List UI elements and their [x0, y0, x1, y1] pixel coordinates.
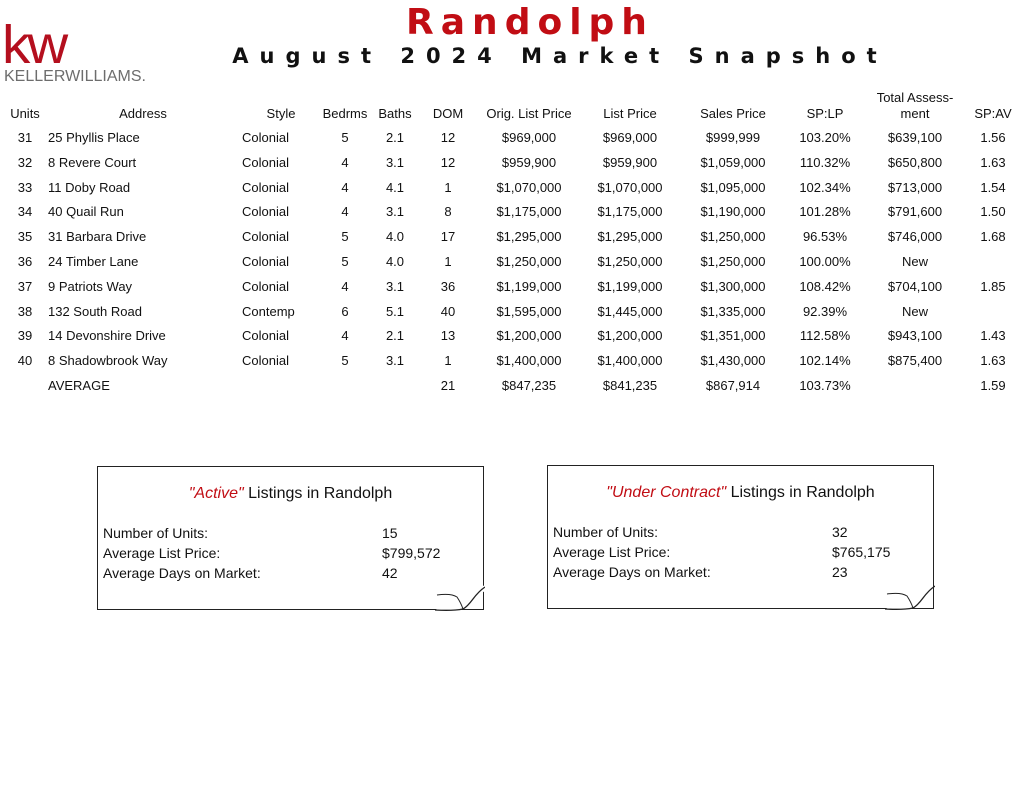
cell-sp-av: 1.63 — [980, 154, 1006, 170]
header-style: Style — [266, 106, 296, 121]
header-bedrms: Bedrms — [322, 106, 368, 121]
header-baths: Baths — [378, 106, 412, 121]
average-orig-list-price: $847,235 — [501, 377, 557, 393]
page-curl-icon — [433, 585, 485, 611]
cell-total-assessment: $791,600 — [887, 204, 943, 220]
cell-sp-lp: 103.20% — [799, 130, 851, 145]
cell-address: 14 Devonshire Drive — [48, 328, 166, 344]
cell-baths: 2.1 — [385, 328, 405, 344]
cell-total-assessment: $639,100 — [887, 130, 943, 145]
cell-baths: 3.1 — [385, 353, 405, 369]
table-row — [0, 126, 1024, 151]
contract-avg-price-value: $765,175 — [832, 544, 891, 560]
cell-orig-list-price: $1,295,000 — [496, 229, 562, 245]
cell-units: 35 — [17, 229, 33, 245]
cell-list-price: $1,070,000 — [597, 179, 663, 195]
cell-sp-av: 1.63 — [980, 353, 1006, 369]
cell-bedrms: 4 — [341, 204, 349, 220]
cell-sales-price: $1,059,000 — [700, 154, 766, 170]
average-sales-price: $867,914 — [705, 377, 761, 393]
cell-units: 39 — [17, 328, 33, 344]
cell-address: 132 South Road — [48, 303, 142, 319]
active-avg-price-label: Average List Price: — [103, 545, 221, 561]
kw-logo-mark: kw — [2, 15, 65, 75]
cell-address: 40 Quail Run — [48, 204, 124, 220]
cell-units: 38 — [17, 303, 33, 319]
header-total-assessment-line2: ment — [900, 106, 930, 121]
cell-units: 40 — [17, 353, 33, 369]
cell-bedrms: 5 — [341, 229, 349, 245]
cell-orig-list-price: $1,199,000 — [496, 278, 562, 294]
cell-address: 25 Phyllis Place — [48, 130, 140, 145]
contract-box-title-rest: Listings in Randolph — [726, 484, 875, 501]
cell-total-assessment: $713,000 — [887, 179, 943, 195]
active-avg-dom-value: 42 — [382, 565, 398, 581]
average-label: AVERAGE — [48, 377, 110, 393]
header-sales-price: Sales Price — [700, 106, 766, 121]
cell-sp-lp: 108.42% — [799, 278, 851, 294]
contract-units-label: Number of Units: — [553, 524, 659, 540]
cell-bedrms: 6 — [341, 303, 349, 319]
header-sp-lp: SP:LP — [806, 106, 844, 121]
average-sp-av: 1.59 — [980, 377, 1006, 393]
cell-sp-lp: 96.53% — [802, 229, 848, 245]
cell-list-price: $1,199,000 — [597, 278, 663, 294]
header-list-price: List Price — [603, 106, 657, 121]
cell-address: 8 Revere Court — [48, 154, 137, 170]
cell-style: Colonial — [242, 253, 289, 269]
table-header — [0, 86, 1024, 126]
table-row — [0, 176, 1024, 201]
cell-sales-price: $1,351,000 — [700, 328, 766, 344]
cell-sp-lp: 112.58% — [799, 328, 851, 344]
table-row-average — [0, 374, 1024, 399]
cell-baths: 5.1 — [385, 303, 405, 319]
table-row — [0, 151, 1024, 176]
cell-style: Colonial — [242, 179, 289, 195]
cell-style: Colonial — [242, 229, 289, 245]
cell-sp-av: 1.56 — [980, 130, 1006, 145]
cell-sp-lp: 92.39% — [802, 303, 848, 319]
cell-baths: 3.1 — [385, 204, 405, 220]
cell-units: 36 — [17, 253, 33, 269]
cell-baths: 3.1 — [385, 278, 405, 294]
cell-orig-list-price: $1,070,000 — [496, 179, 562, 195]
cell-style: Colonial — [242, 278, 289, 294]
cell-orig-list-price: $959,900 — [501, 154, 557, 170]
keller-williams-logo — [2, 15, 152, 88]
cell-total-assessment: New — [901, 253, 928, 269]
cell-sp-lp: 102.14% — [799, 353, 851, 369]
cell-total-assessment: $746,000 — [887, 229, 943, 245]
cell-address: 9 Patriots Way — [48, 278, 133, 294]
cell-list-price: $1,250,000 — [597, 253, 663, 269]
cell-sales-price: $1,335,000 — [700, 303, 766, 319]
table-body — [0, 126, 1024, 374]
header-orig-list-price: Orig. List Price — [486, 106, 572, 121]
cell-orig-list-price: $1,250,000 — [496, 253, 562, 269]
contract-box-title-emphasis: "Under Contract" — [606, 484, 727, 501]
cell-total-assessment: $943,100 — [887, 328, 943, 344]
cell-baths: 4.0 — [385, 229, 405, 245]
sales-table — [0, 86, 1024, 399]
cell-orig-list-price: $1,595,000 — [496, 303, 562, 319]
cell-total-assessment: $875,400 — [887, 353, 943, 369]
cell-baths: 2.1 — [385, 130, 405, 145]
header-address: Address — [119, 106, 167, 121]
active-units-value: 15 — [382, 525, 398, 541]
cell-style: Colonial — [242, 204, 289, 220]
cell-units: 37 — [17, 278, 33, 294]
cell-sales-price: $1,300,000 — [700, 278, 766, 294]
table-row — [0, 250, 1024, 275]
average-list-price: $841,235 — [602, 377, 658, 393]
contract-units-value: 32 — [832, 524, 848, 540]
cell-sp-lp: 110.32% — [799, 154, 851, 170]
cell-bedrms: 4 — [341, 179, 349, 195]
active-listings-box — [97, 466, 484, 610]
cell-sp-lp: 101.28% — [799, 204, 851, 220]
cell-sp-lp: 100.00% — [799, 253, 851, 269]
cell-bedrms: 5 — [341, 253, 349, 269]
cell-sales-price: $1,190,000 — [700, 204, 766, 220]
average-dom: 21 — [440, 377, 456, 393]
cell-list-price: $1,445,000 — [597, 303, 663, 319]
cell-total-assessment: New — [901, 303, 928, 319]
cell-style: Colonial — [242, 130, 289, 145]
contract-box-title — [548, 484, 933, 502]
cell-address: 11 Doby Road — [48, 179, 131, 195]
cell-sales-price: $1,250,000 — [700, 229, 766, 245]
cell-address: 24 Timber Lane — [48, 253, 139, 269]
cell-dom: 1 — [444, 253, 452, 269]
cell-units: 34 — [17, 204, 33, 220]
table-row — [0, 200, 1024, 225]
cell-orig-list-price: $1,175,000 — [496, 204, 562, 220]
page-subtitle: August 2024 Market Snapshot — [232, 44, 888, 68]
average-sp-lp: 103.73% — [799, 377, 851, 393]
cell-sp-lp: 102.34% — [799, 179, 851, 195]
contract-avg-dom-label: Average Days on Market: — [553, 564, 711, 580]
header-total-assessment — [868, 90, 962, 122]
cell-sp-av: 1.68 — [980, 229, 1006, 245]
cell-sales-price: $1,250,000 — [700, 253, 766, 269]
cell-sales-price: $999,999 — [705, 130, 761, 145]
cell-baths: 4.1 — [385, 179, 405, 195]
cell-units: 31 — [17, 130, 33, 145]
cell-units: 32 — [17, 154, 33, 170]
cell-sp-av: 1.54 — [980, 179, 1006, 195]
cell-list-price: $1,295,000 — [597, 229, 663, 245]
table-row — [0, 225, 1024, 250]
under-contract-listings-box — [547, 465, 934, 609]
cell-style: Colonial — [242, 154, 289, 170]
contract-avg-dom-value: 23 — [832, 564, 848, 580]
page-curl-icon — [883, 584, 935, 610]
kw-logo-text: KELLERWILLIAMS. — [4, 68, 146, 85]
header-sp-av: SP:AV — [974, 106, 1012, 121]
cell-orig-list-price: $969,000 — [501, 130, 557, 145]
page-title: Randolph — [406, 2, 654, 43]
cell-sales-price: $1,095,000 — [700, 179, 766, 195]
cell-bedrms: 4 — [341, 154, 349, 170]
cell-dom: 12 — [440, 130, 456, 145]
cell-orig-list-price: $1,400,000 — [496, 353, 562, 369]
cell-total-assessment: $704,100 — [887, 278, 943, 294]
cell-style: Colonial — [242, 353, 289, 369]
header-units: Units — [10, 106, 40, 121]
cell-dom: 13 — [440, 328, 456, 344]
cell-list-price: $1,400,000 — [597, 353, 663, 369]
active-box-title-rest: Listings in Randolph — [243, 485, 393, 502]
contract-avg-price-label: Average List Price: — [553, 544, 671, 560]
cell-dom: 1 — [444, 353, 452, 369]
cell-total-assessment: $650,800 — [887, 154, 943, 170]
table-row — [0, 349, 1024, 374]
cell-sp-av: 1.43 — [980, 328, 1006, 344]
cell-bedrms: 4 — [341, 328, 349, 344]
header-dom: DOM — [432, 106, 464, 121]
cell-baths: 4.0 — [385, 253, 405, 269]
active-avg-price-value: $799,572 — [382, 545, 441, 561]
cell-bedrms: 5 — [341, 130, 349, 145]
cell-orig-list-price: $1,200,000 — [496, 328, 562, 344]
cell-dom: 1 — [444, 179, 452, 195]
cell-bedrms: 5 — [341, 353, 349, 369]
cell-list-price: $1,200,000 — [597, 328, 663, 344]
cell-address: 31 Barbara Drive — [48, 229, 147, 245]
table-row — [0, 275, 1024, 300]
cell-dom: 17 — [440, 229, 456, 245]
cell-baths: 3.1 — [385, 154, 405, 170]
cell-dom: 36 — [440, 278, 456, 294]
active-box-title — [98, 485, 483, 503]
cell-units: 33 — [17, 179, 33, 195]
cell-address: 8 Shadowbrook Way — [48, 353, 168, 369]
header-total-assessment-line1: Total Assess- — [876, 90, 954, 105]
active-avg-dom-label: Average Days on Market: — [103, 565, 261, 581]
cell-list-price: $959,900 — [602, 154, 658, 170]
cell-dom: 8 — [444, 204, 452, 220]
table-row — [0, 324, 1024, 349]
cell-dom: 40 — [440, 303, 456, 319]
cell-sp-av: 1.85 — [980, 278, 1006, 294]
cell-dom: 12 — [440, 154, 456, 170]
cell-sales-price: $1,430,000 — [700, 353, 766, 369]
cell-bedrms: 4 — [341, 278, 349, 294]
cell-list-price: $969,000 — [602, 130, 658, 145]
cell-sp-av: 1.50 — [980, 204, 1006, 220]
cell-style: Colonial — [242, 328, 289, 344]
cell-style: Contemp — [242, 303, 295, 319]
table-row — [0, 300, 1024, 325]
cell-list-price: $1,175,000 — [597, 204, 663, 220]
active-box-title-emphasis: "Active" — [188, 485, 244, 502]
active-units-label: Number of Units: — [103, 525, 209, 541]
